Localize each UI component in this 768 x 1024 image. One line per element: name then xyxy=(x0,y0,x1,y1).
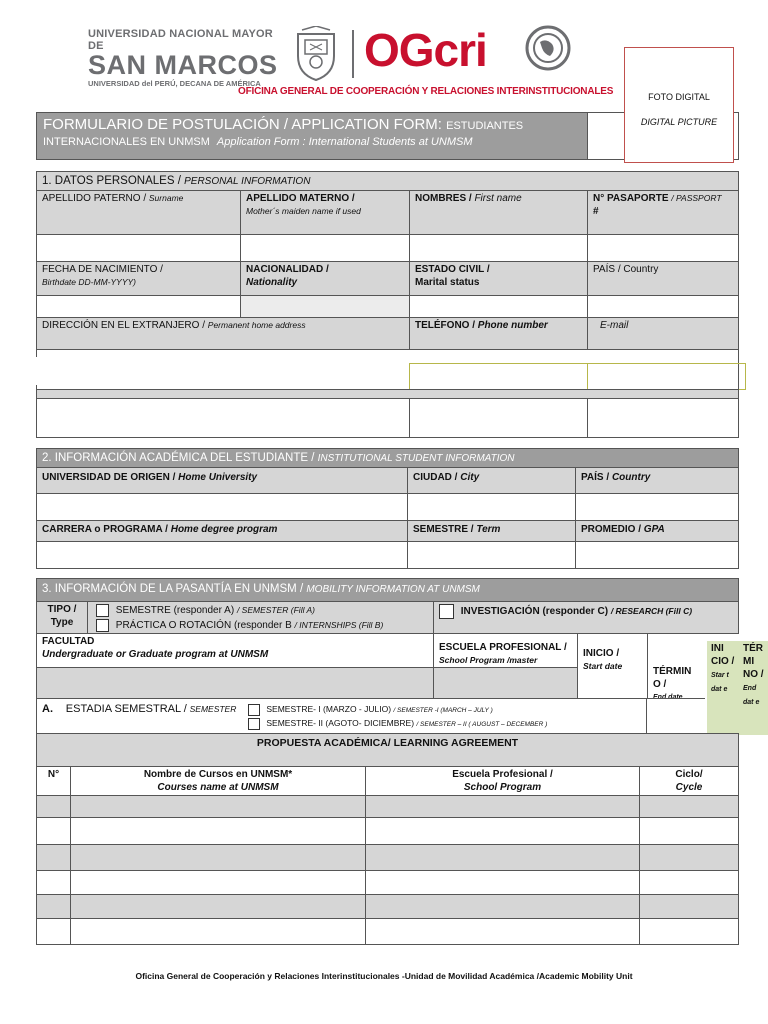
country-label: PAÍS / Country xyxy=(587,261,739,296)
col-cycle-header: Ciclo/ Cycle xyxy=(639,766,739,796)
photo-box[interactable] xyxy=(624,47,734,163)
mother-input[interactable] xyxy=(240,234,410,262)
country2-input[interactable] xyxy=(575,493,739,521)
gpa-label: PROMEDIO / GPA xyxy=(575,520,739,542)
email-label: E-mail xyxy=(587,317,739,350)
semester-checkbox[interactable] xyxy=(96,604,109,617)
city-input[interactable] xyxy=(407,493,576,521)
uni-line3: UNIVERSIDAD del PERÚ, DECANA DE AMÉRICA xyxy=(88,79,261,88)
semester-options: SEMESTRE- I (MARZO - JULIO) / SEMESTER -I (MARCH – JULY ) SEMESTRE- II (AGOTO- DICIEMBRE) / SEMESTER – II ( AUGUST – DECEMBER ) xyxy=(248,703,547,731)
gpa-input[interactable] xyxy=(575,541,739,569)
start-label: INICIO / Start date xyxy=(577,633,648,699)
address-input-2[interactable] xyxy=(36,398,410,438)
title-sub-italic: Application Form : International Students at UNMSM xyxy=(216,135,473,148)
faculty-label: FACULTAD Undergraduate or Graduate program at UNMSM xyxy=(36,633,434,668)
end-label: TÉRMIN O / End date xyxy=(647,633,705,699)
course-name-input[interactable] xyxy=(70,817,366,845)
names-input[interactable] xyxy=(409,234,588,262)
mother-label: APELLIDO MATERNO / Mother´s maiden name if used xyxy=(240,190,410,235)
country-input[interactable] xyxy=(587,295,739,318)
course-name-input[interactable] xyxy=(70,870,366,895)
research-option: INVESTIGACIÓN (responder C) / RESEARCH (Fill C) xyxy=(433,601,739,634)
course-row-number xyxy=(36,795,71,818)
type-options: SEMESTRE (responder A) / SEMESTER (Fill A) PRÁCTICA O ROTACIÓN (responder B / INTERNSHIPS (Fill B) xyxy=(87,601,434,634)
agreement-heading: PROPUESTA ACADÉMICA/ LEARNING AGREEMENT xyxy=(36,733,739,767)
semester-stay-row: A. ESTADIA SEMESTRAL / SEMESTER xyxy=(36,698,647,734)
course-cycle-input[interactable] xyxy=(639,817,739,845)
uni-name: SAN MARCOS xyxy=(88,50,278,80)
address-label: DIRECCIÓN EN EL EXTRANJERO / Permanent home address xyxy=(36,317,410,350)
term-label: SEMESTRE / Term xyxy=(407,520,576,542)
surname-input[interactable] xyxy=(36,234,241,262)
course-cycle-input[interactable] xyxy=(639,795,739,818)
passport-label: N° PASAPORTE / PASSPORT # xyxy=(587,190,739,235)
nationality-label: NACIONALIDAD / Nationality xyxy=(240,261,410,296)
section1-heading: 1. DATOS PERSONALES / PERSONAL INFORMATION xyxy=(36,171,739,191)
faculty-input[interactable] xyxy=(36,667,434,699)
col-course-header: Nombre de Cursos en UNMSM* Courses name at UNMSM xyxy=(70,766,366,796)
phone-input-2[interactable] xyxy=(409,398,588,438)
program-input[interactable] xyxy=(36,541,408,569)
course-school-input[interactable] xyxy=(365,795,640,818)
end-narrow-label: TÉR MI NO / End dat e xyxy=(739,641,768,735)
civil-input[interactable] xyxy=(409,295,588,318)
city-label: CIUDAD / City xyxy=(407,467,576,494)
email-input-2[interactable] xyxy=(587,398,739,438)
course-cycle-input[interactable] xyxy=(639,918,739,945)
course-name-input[interactable] xyxy=(70,918,366,945)
course-name-input[interactable] xyxy=(70,844,366,871)
passport-input[interactable] xyxy=(587,234,739,262)
phone-input[interactable] xyxy=(409,363,588,390)
school-input[interactable] xyxy=(433,667,578,699)
footer-text: Oficina General de Cooperación y Relaciones Interinstitucionales -Unidad de Movilidad Académica /Academic Mobility Unit xyxy=(135,971,633,981)
civil-label: ESTADO CIVIL / Marital status xyxy=(409,261,588,296)
logo-divider xyxy=(352,30,354,78)
form-title xyxy=(36,112,588,160)
nationality-input[interactable] xyxy=(240,295,410,318)
col-no-header: N° xyxy=(36,766,71,796)
course-school-input[interactable] xyxy=(365,870,640,895)
country2-label: PAÍS / Country xyxy=(575,467,739,494)
address-blank-band xyxy=(30,357,410,385)
school-label: ESCUELA PROFESIONAL / School Program /master xyxy=(433,633,578,668)
course-row-number xyxy=(36,870,71,895)
course-school-input[interactable] xyxy=(365,918,640,945)
course-cycle-input[interactable] xyxy=(639,894,739,919)
section2-heading: 2. INFORMACIÓN ACADÉMICA DEL ESTUDIANTE / INSTITUTIONAL STUDENT INFORMATION xyxy=(36,448,739,468)
ogcri-logo: OGcri xyxy=(364,24,487,76)
research-checkbox[interactable] xyxy=(439,604,454,619)
course-name-input[interactable] xyxy=(70,795,366,818)
start-narrow-label: INI CIO / Star t dat e xyxy=(707,641,739,735)
title-main: FORMULARIO DE POSTULACIÓN / APPLICATION FORM: xyxy=(43,116,442,133)
photo-label-en: DIGITAL PICTURE xyxy=(640,117,718,127)
birth-input[interactable] xyxy=(36,295,241,318)
title-sub: INTERNACIONALES EN UNMSM xyxy=(43,135,210,148)
section3-heading: 3. INFORMACIÓN DE LA PASANTÍA EN UNMSM / MOBILITY INFORMATION AT UNMSM xyxy=(36,578,739,602)
course-row-number xyxy=(36,844,71,871)
course-name-input[interactable] xyxy=(70,894,366,919)
email-input[interactable] xyxy=(587,363,746,390)
type-label: TIPO / Type xyxy=(36,601,88,634)
course-cycle-input[interactable] xyxy=(639,870,739,895)
globe-icon xyxy=(524,24,572,72)
internship-checkbox[interactable] xyxy=(96,619,109,632)
university-crest-icon xyxy=(292,26,340,82)
phone-label: TELÉFONO / Phone number xyxy=(409,317,588,350)
office-name: OFICINA GENERAL DE COOPERACIÓN Y RELACIONES INTERINSTITUCIONALES xyxy=(238,86,614,97)
course-row-number xyxy=(36,918,71,945)
course-school-input[interactable] xyxy=(365,817,640,845)
unmsm-logo xyxy=(88,28,278,88)
course-cycle-input[interactable] xyxy=(639,844,739,871)
course-school-input[interactable] xyxy=(365,894,640,919)
home-uni-input[interactable] xyxy=(36,493,408,521)
semester2-checkbox[interactable] xyxy=(248,718,260,730)
uni-line1: UNIVERSIDAD NACIONAL MAYOR DE xyxy=(88,28,273,52)
term-input[interactable] xyxy=(407,541,576,569)
title-main-small: ESTUDIANTES xyxy=(446,120,524,132)
course-row-number xyxy=(36,894,71,919)
course-row-number xyxy=(36,817,71,845)
program-label: CARRERA o PROGRAMA / Home degree program xyxy=(36,520,408,542)
home-uni-label: UNIVERSIDAD DE ORIGEN / Home University xyxy=(36,467,408,494)
semester1-checkbox[interactable] xyxy=(248,704,260,716)
names-label: NOMBRES / First name xyxy=(409,190,588,235)
surname-label: APELLIDO PATERNO / Surname xyxy=(36,190,241,235)
birth-label: FECHA DE NACIMIENTO / Birthdate DD-MM-YYYY) xyxy=(36,261,241,296)
photo-label: FOTO DIGITAL xyxy=(648,92,710,102)
course-school-input[interactable] xyxy=(365,844,640,871)
col-school-header: Escuela Profesional / School Program xyxy=(365,766,640,796)
